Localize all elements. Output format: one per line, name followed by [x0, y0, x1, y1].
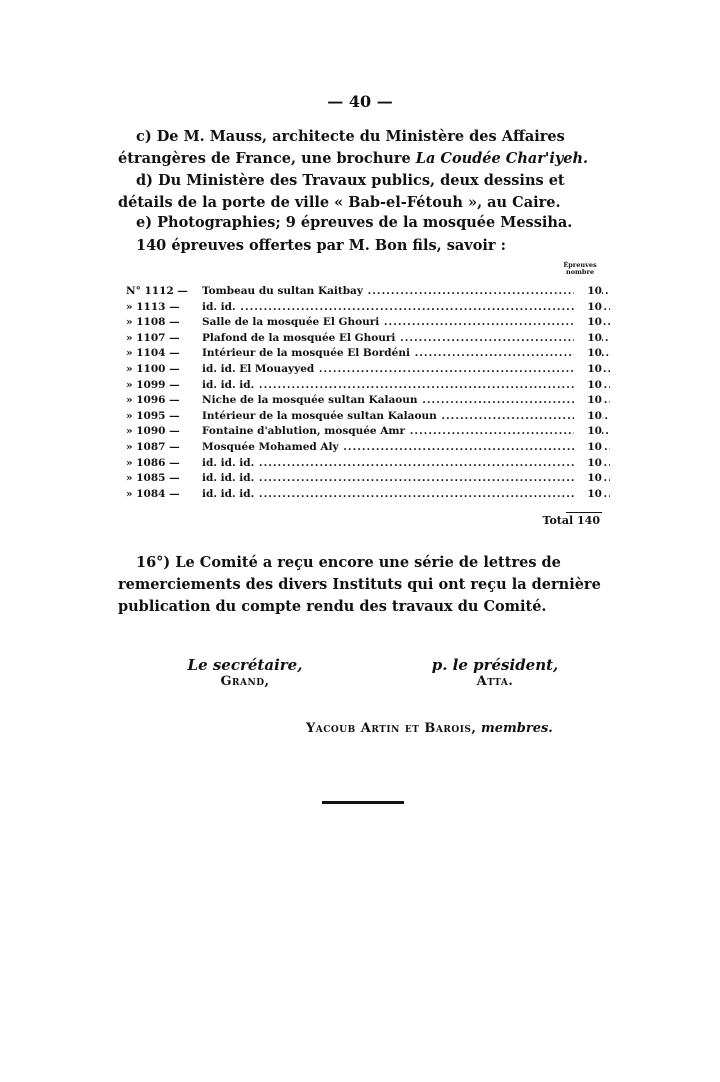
row-number: » 1084 —: [126, 487, 180, 500]
row-number: » 1086 —: [126, 456, 180, 469]
row-quantity: 10: [574, 410, 602, 422]
table-row: [126, 285, 602, 301]
row-number: » 1096 —: [126, 394, 180, 407]
row-description: Niche de la mosquée sultan Kalaoun .....: [202, 394, 610, 406]
row-quantity: 10: [574, 363, 602, 375]
row-description: Intérieur de la mosquée El Bordéni .....: [202, 347, 610, 359]
row-description: id. id. id. .....: [202, 488, 610, 500]
table-row: [126, 316, 602, 332]
members-line: [306, 721, 606, 736]
row-description: Plafond de la mosquée El Ghouri .....: [202, 332, 610, 344]
row-number: » 1090 —: [126, 425, 180, 438]
row-quantity: 10: [574, 441, 602, 453]
row-description: Salle de la mosquée El Ghouri .....: [202, 316, 610, 328]
brochure-title: La Coudée Char'iyeh.: [415, 150, 589, 167]
row-description: id. id. .....: [202, 301, 610, 313]
president-role: p. le président,: [431, 656, 559, 674]
row-quantity: 10: [574, 472, 602, 484]
row-description: Mosquée Mohamed Aly .....: [202, 441, 610, 453]
row-number: » 1087 —: [126, 440, 180, 453]
paragraph-c: [118, 126, 602, 170]
total: Total 140: [542, 514, 600, 527]
row-quantity: 10: [574, 425, 602, 437]
members-role: membres.: [480, 721, 553, 736]
row-description: Fontaine d'ablution, mosquée Amr .....: [202, 425, 610, 437]
secretary-role: Le secrétaire,: [187, 656, 303, 674]
table-row: [126, 441, 602, 457]
paragraph-c-text: c) De M. Mauss, architecte du Ministère des Affaires étrangères de France, une brochure: [118, 128, 565, 167]
paragraph-intro: 140 épreuves offertes par M. Bon fils, savoir :: [136, 237, 506, 254]
table-row: [126, 379, 602, 395]
row-quantity: 10: [574, 457, 602, 469]
row-description: id. id. id. .....: [202, 379, 610, 391]
row-quantity: 10: [574, 285, 602, 297]
member-names: Yacoub Artin et Barois,: [306, 721, 477, 736]
row-quantity: 10: [574, 316, 602, 328]
column-header: Épreuves nombre: [563, 261, 597, 276]
row-number: » 1095 —: [126, 409, 180, 422]
row-description: Intérieur de la mosquée sultan Kalaoun .....: [202, 410, 610, 422]
row-description: id. id. id. .....: [202, 457, 610, 469]
row-description: Tombeau du sultan Kaitbay .....: [202, 285, 610, 297]
row-number: » 1085 —: [126, 472, 180, 485]
table-row: [126, 363, 602, 379]
row-description: id. id. id. .....: [202, 472, 610, 484]
row-quantity: 10: [574, 301, 602, 313]
total-rule: [566, 512, 602, 513]
closing-paragraph: 16°) Le Comité a reçu encore une série de lettres de remerciements des divers Instituts qui ont reçu la dernière publication du compte rendu des travaux du Comité.: [118, 554, 601, 615]
row-number: » 1104 —: [126, 347, 180, 360]
row-number: » 1107 —: [126, 331, 180, 344]
row-number: » 1099 —: [126, 378, 180, 391]
row-number: » 1108 —: [126, 316, 180, 329]
signature-president: [430, 656, 560, 689]
secretary-name: Grand,: [220, 674, 270, 689]
row-quantity: 10: [574, 394, 602, 406]
paragraph-d: d) Du Ministère des Travaux publics, deux dessins et détails de la porte de ville « Bab-el-Fétouh », au Caire.: [118, 172, 565, 211]
table-row: [126, 347, 602, 363]
table-row: [126, 394, 602, 410]
row-quantity: 10: [574, 347, 602, 359]
row-number: » 1113 —: [126, 300, 180, 313]
end-rule: [322, 801, 404, 804]
row-quantity: 10: [574, 488, 602, 500]
table-row: [126, 457, 602, 473]
table-row: [126, 488, 602, 504]
row-quantity: 10: [574, 332, 602, 344]
president-name: Atta.: [476, 674, 514, 689]
row-description: id. id. El Mouayyed .....: [202, 363, 610, 375]
table-row: [126, 425, 602, 441]
table-row: [126, 301, 602, 317]
table-row: [126, 472, 602, 488]
row-quantity: 10: [574, 379, 602, 391]
table-row: [126, 410, 602, 426]
signature-secretary: [180, 656, 310, 689]
paragraph-e: e) Photographies; 9 épreuves de la mosquée Messiha.: [136, 214, 573, 231]
row-number: N° 1112 —: [126, 285, 188, 297]
table-row: [126, 332, 602, 348]
row-number: » 1100 —: [126, 362, 180, 375]
page-number: — 40 —: [327, 92, 393, 111]
photo-list: [126, 285, 602, 503]
